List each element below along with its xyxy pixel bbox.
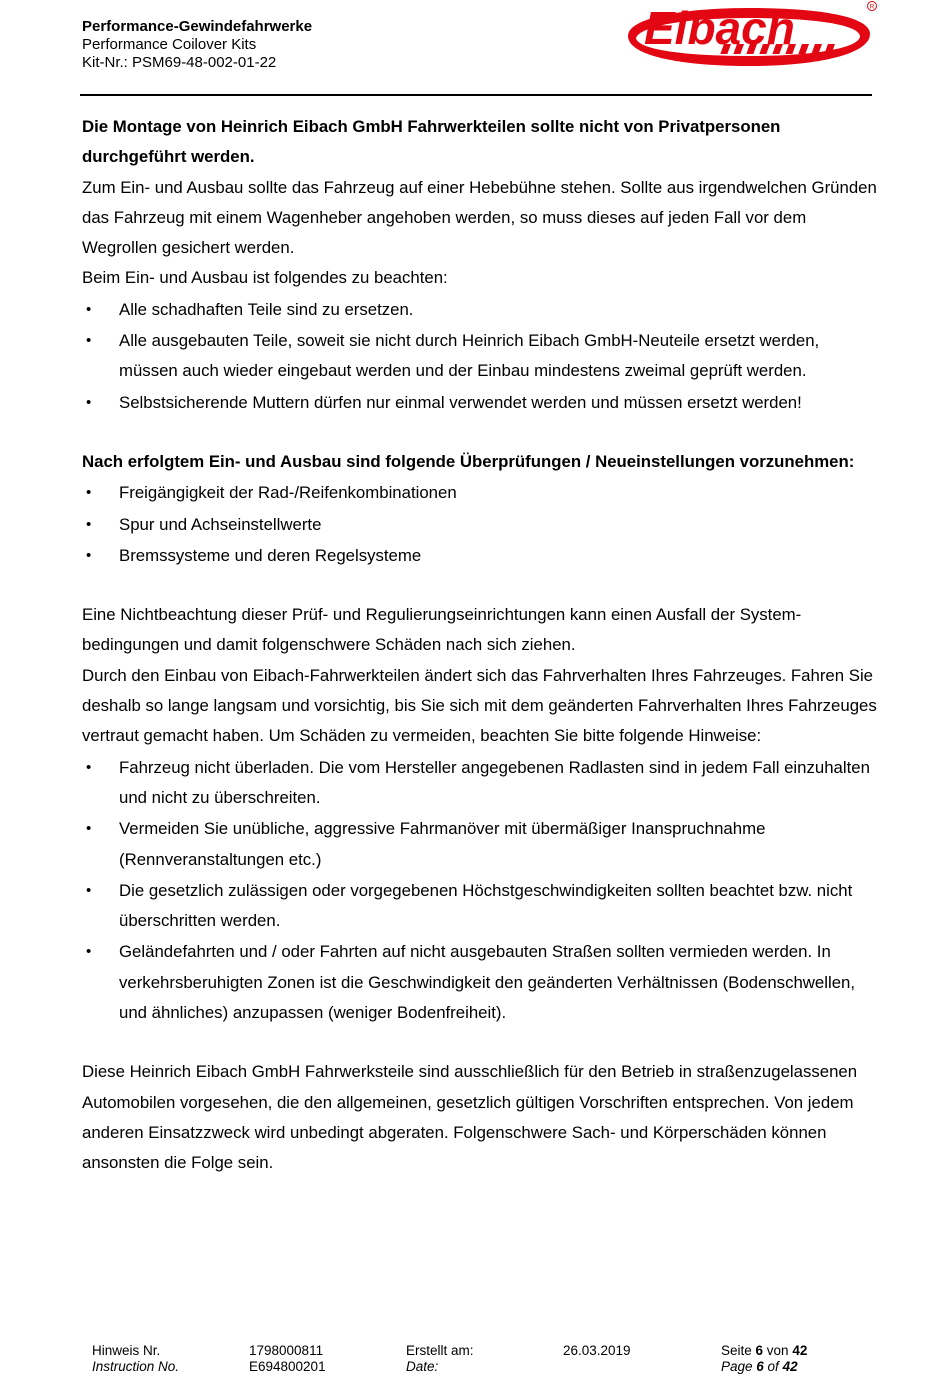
kit-number: Kit-Nr.: PSM69-48-002-01-22 <box>82 54 277 71</box>
svg-text:Eibach: Eibach <box>644 2 795 54</box>
assembly-notes-list <box>82 295 882 418</box>
header-divider <box>80 94 872 96</box>
assembly-notes-heading: Beim Ein- und Ausbau ist folgendes zu beachten: <box>82 268 448 288</box>
driving-hints-list <box>82 753 882 1029</box>
driving-behaviour-paragraph: Durch den Einbau von Eibach-Fahrwerkteilen ändert sich das Fahrverhalten Ihres Fahrzeuges. Fahren Sie deshalb so lange langsam und vorsichtig, bis Sie sich mit dem geänderten Fahrverhalten Ihres Fahrzeuges vertraut gemacht haben. Um Schäden zu vermeiden, beachten Sie bitte folgende Hinweise: <box>82 665 877 746</box>
list-item: • Selbstsicherende Muttern dürfen nur einmal verwendet werden und müssen ersetzt werden! <box>82 388 882 418</box>
list-item: • Die gesetzlich zulässigen oder vorgegebenen Höchstgeschwindigkeiten sollten beachtet bzw. nicht überschritten werden. <box>82 876 882 937</box>
list-item: • Alle schadhaften Teile sind zu ersetzen. <box>82 295 882 325</box>
list-item: • Fahrzeug nicht überladen. Die vom Hersteller angegebenen Radlasten sind in jedem Fall einzuhalten und nicht zu überschreiten. <box>82 753 882 814</box>
usage-disclaimer: Diese Heinrich Eibach GmbH Fahrwerksteile sind ausschließlich für den Betrieb in straßenzugelassenen Automobilen vorgesehen, die den allgemeinen, gesetzlich gültigen Vorschriften entsprechen. Von jedem anderen Einsatzzweck wird unbedingt abgeraten. Folgenschwere Sach- und Körperschäden können ansonsten die Folge sein. <box>82 1062 858 1173</box>
hinweis-label: Hinweis Nr. <box>92 1343 161 1358</box>
erstellt-value: 26.03.2019 <box>563 1343 631 1358</box>
page-indicator-en: Page 6 of 42 <box>721 1359 798 1374</box>
eibach-logo <box>622 0 880 74</box>
instruction-value: E694800201 <box>249 1359 326 1374</box>
hinweis-value: 1798000811 <box>249 1343 324 1358</box>
list-item: • Bremssysteme und deren Regelsysteme <box>82 541 882 571</box>
lift-instructions: Zum Ein- und Ausbau sollte das Fahrzeug auf einer Hebebühne stehen. Sollte aus irgendwelchen Gründen das Fahrzeug mit einem Wagenheber angehoben werden, so muss dieses auf jeden Fall vor dem Wegrollen gesichert werden. <box>82 177 877 258</box>
list-item: • Alle ausgebauten Teile, soweit sie nicht durch Heinrich Eibach GmbH-Neuteile ersetzt werden, müssen auch wieder eingebaut werden und der Einbau mindestens zweimal geprüft werden. <box>82 326 882 387</box>
list-item: • Vermeiden Sie unübliche, aggressive Fahrmanöver mit übermäßiger Inanspruchnahme (Rennveranstaltungen etc.) <box>82 814 882 875</box>
page-footer <box>92 1343 852 1375</box>
header-subtitle: Performance Coilover Kits <box>82 36 257 53</box>
checks-heading: Nach erfolgtem Ein- und Ausbau sind folgende Überprüfungen / Neueinstellungen vorzunehmen: <box>82 451 855 471</box>
list-item: • Spur und Achseinstellwerte <box>82 510 882 540</box>
header-title: Performance-Gewindefahrwerke <box>82 18 313 35</box>
page-indicator-de: Seite 6 von 42 <box>721 1343 808 1358</box>
intro-warning: Die Montage von Heinrich Eibach GmbH Fahrwerkteilen sollte nicht von Privatpersonen durchgeführt werden. <box>82 117 781 167</box>
erstellt-label: Erstellt am: <box>406 1343 474 1358</box>
svg-text:R: R <box>869 3 875 11</box>
checks-list <box>82 478 882 571</box>
list-item: • Freigängigkeit der Rad-/Reifenkombinationen <box>82 478 882 508</box>
instruction-label: Instruction No. <box>92 1359 180 1374</box>
list-item: • Geländefahrten und / oder Fahrten auf nicht ausgebauten Straßen sollten vermieden werden. In verkehrsberuhigten Zonen ist die Geschwindigkeit den geänderten Verhältnissen (Bodenschwellen, und ähnliches) anzupassen (weniger Bodenfreiheit). <box>82 937 882 1028</box>
document-body <box>82 112 882 1179</box>
warning-paragraph: Eine Nichtbeachtung dieser Prüf- und Regulierungseinrichtungen kann einen Ausfall der System-bedingungen und damit folgenschwere Schäden nach sich ziehen. <box>82 605 802 655</box>
date-label: Date: <box>406 1359 439 1374</box>
